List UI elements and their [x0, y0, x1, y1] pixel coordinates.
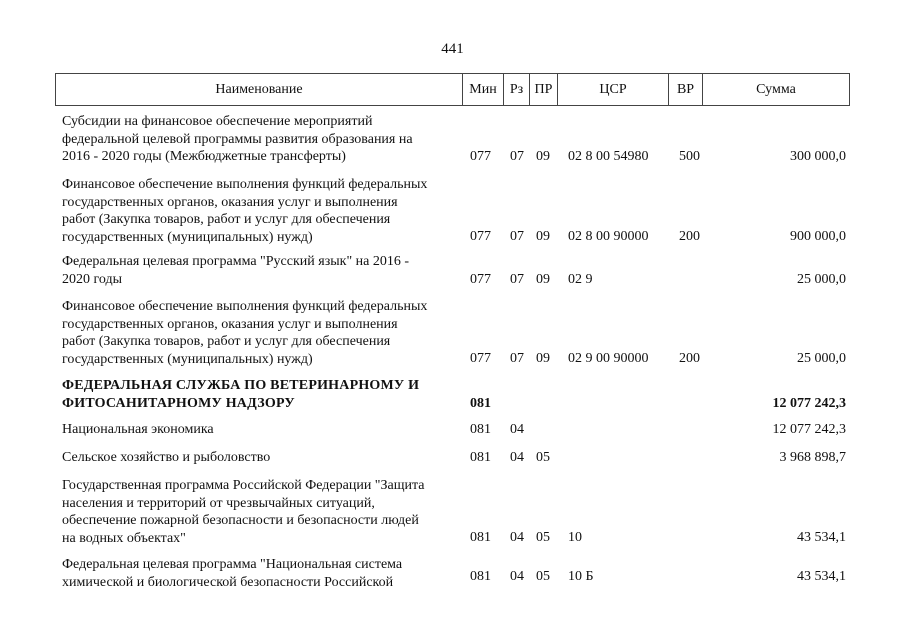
row-line: государственных органов, оказания услуг и выполнения [62, 194, 398, 210]
header-sum: Сумма [703, 74, 850, 106]
cell-rz: 07 [510, 351, 524, 366]
cell-vr: 500 [679, 149, 700, 164]
cell-rz: 07 [510, 272, 524, 287]
row-description [62, 449, 459, 467]
header-name: Наименование [56, 74, 463, 106]
cell-csr: 10 [568, 530, 582, 545]
header-vr: ВР [669, 74, 703, 106]
row-line: Федеральная целевая программа "Русский язык" на 2016 - [62, 254, 410, 269]
cell-sum: 300 000,0 [790, 149, 846, 164]
cell-rz: 04 [510, 530, 524, 545]
cell-sum: 3 968 898,7 [779, 450, 846, 465]
row-line: работ (Закупка товаров, работ и услуг для обеспечения [62, 334, 391, 349]
cell-pr: 09 [536, 149, 550, 164]
row-line: государственных (муниципальных) нужд) [62, 229, 313, 245]
row-line: обеспечение пожарной безопасности и безопасности людей [62, 513, 419, 528]
row-line: Государственная программа Российской Федерации "Защита [62, 478, 425, 493]
row-line: Финансовое обеспечение выполнения функций федеральных [62, 177, 428, 192]
cell-sum: 12 077 242,3 [772, 422, 846, 437]
cell-pr: 05 [536, 569, 550, 584]
row-description [62, 477, 459, 547]
row-line: химической и биологической безопасности Российской [62, 574, 394, 590]
row-line: 2020 годы [62, 271, 123, 287]
cell-pr: 09 [536, 272, 550, 287]
cell-sum: 900 000,0 [790, 229, 846, 244]
cell-min: 077 [470, 272, 491, 287]
cell-vr: 200 [679, 229, 700, 244]
header-csr: ЦСР [558, 74, 669, 106]
row-description [62, 377, 459, 412]
row-line: ФЕДЕРАЛЬНАЯ СЛУЖБА ПО ВЕТЕРИНАРНОМУ И [62, 378, 420, 393]
cell-sum: 43 534,1 [797, 569, 846, 584]
row-description [62, 556, 459, 591]
cell-sum: 43 534,1 [797, 530, 846, 545]
cell-rz: 04 [510, 422, 524, 437]
cell-pr: 05 [536, 530, 550, 545]
row-line: государственных органов, оказания услуг и выполнения [62, 316, 398, 332]
cell-min: 077 [470, 351, 491, 366]
row-description [62, 176, 459, 246]
row-line: на водных объектах" [62, 530, 186, 546]
cell-min: 081 [470, 530, 491, 545]
cell-rz: 04 [510, 450, 524, 465]
cell-sum: 25 000,0 [797, 351, 846, 366]
row-line: Субсидии на финансовое обеспечение мероприятий [62, 114, 373, 129]
cell-sum: 25 000,0 [797, 272, 846, 287]
row-line: населения и территорий от чрезвычайных ситуаций, [62, 495, 375, 511]
page-number: 441 [441, 41, 464, 57]
row-line: Финансовое обеспечение выполнения функций федеральных [62, 299, 428, 314]
cell-vr: 200 [679, 351, 700, 366]
row-line: Сельское хозяйство и рыболовство [62, 450, 271, 465]
cell-csr: 02 8 00 90000 [568, 229, 649, 244]
table-header [55, 73, 850, 106]
cell-rz: 04 [510, 569, 524, 584]
cell-csr: 10 Б [568, 569, 594, 584]
cell-rz: 07 [510, 149, 524, 164]
row-line: федеральной целевой программы развития образования на [62, 131, 413, 147]
row-line: Национальная экономика [62, 422, 214, 437]
row-description [62, 253, 459, 288]
cell-sum: 12 077 242,3 [772, 396, 846, 411]
row-line: 2016 - 2020 годы (Межбюджетные трансферты) [62, 149, 346, 164]
row-description [62, 113, 459, 166]
cell-pr: 05 [536, 450, 550, 465]
row-line: государственных (муниципальных) нужд) [62, 351, 313, 367]
cell-min: 081 [470, 450, 491, 465]
cell-pr: 09 [536, 351, 550, 366]
cell-min: 077 [470, 149, 491, 164]
cell-pr: 09 [536, 229, 550, 244]
cell-rz: 07 [510, 229, 524, 244]
cell-min: 081 [470, 422, 491, 437]
row-line: ФИТОСАНИТАРНОМУ НАДЗОРУ [62, 395, 295, 411]
cell-min: 081 [470, 396, 491, 411]
cell-min: 077 [470, 229, 491, 244]
cell-csr: 02 9 00 90000 [568, 351, 649, 366]
cell-min: 081 [470, 569, 491, 584]
header-min: Мин [463, 74, 504, 106]
cell-csr: 02 9 [568, 272, 593, 287]
row-description [62, 298, 459, 368]
header-rz: Рз [504, 74, 530, 106]
row-line: работ (Закупка товаров, работ и услуг для обеспечения [62, 212, 391, 227]
row-line: Федеральная целевая программа "Национальная система [62, 557, 403, 572]
row-description [62, 421, 459, 439]
header-pr: ПР [530, 74, 558, 106]
cell-csr: 02 8 00 54980 [568, 149, 649, 164]
